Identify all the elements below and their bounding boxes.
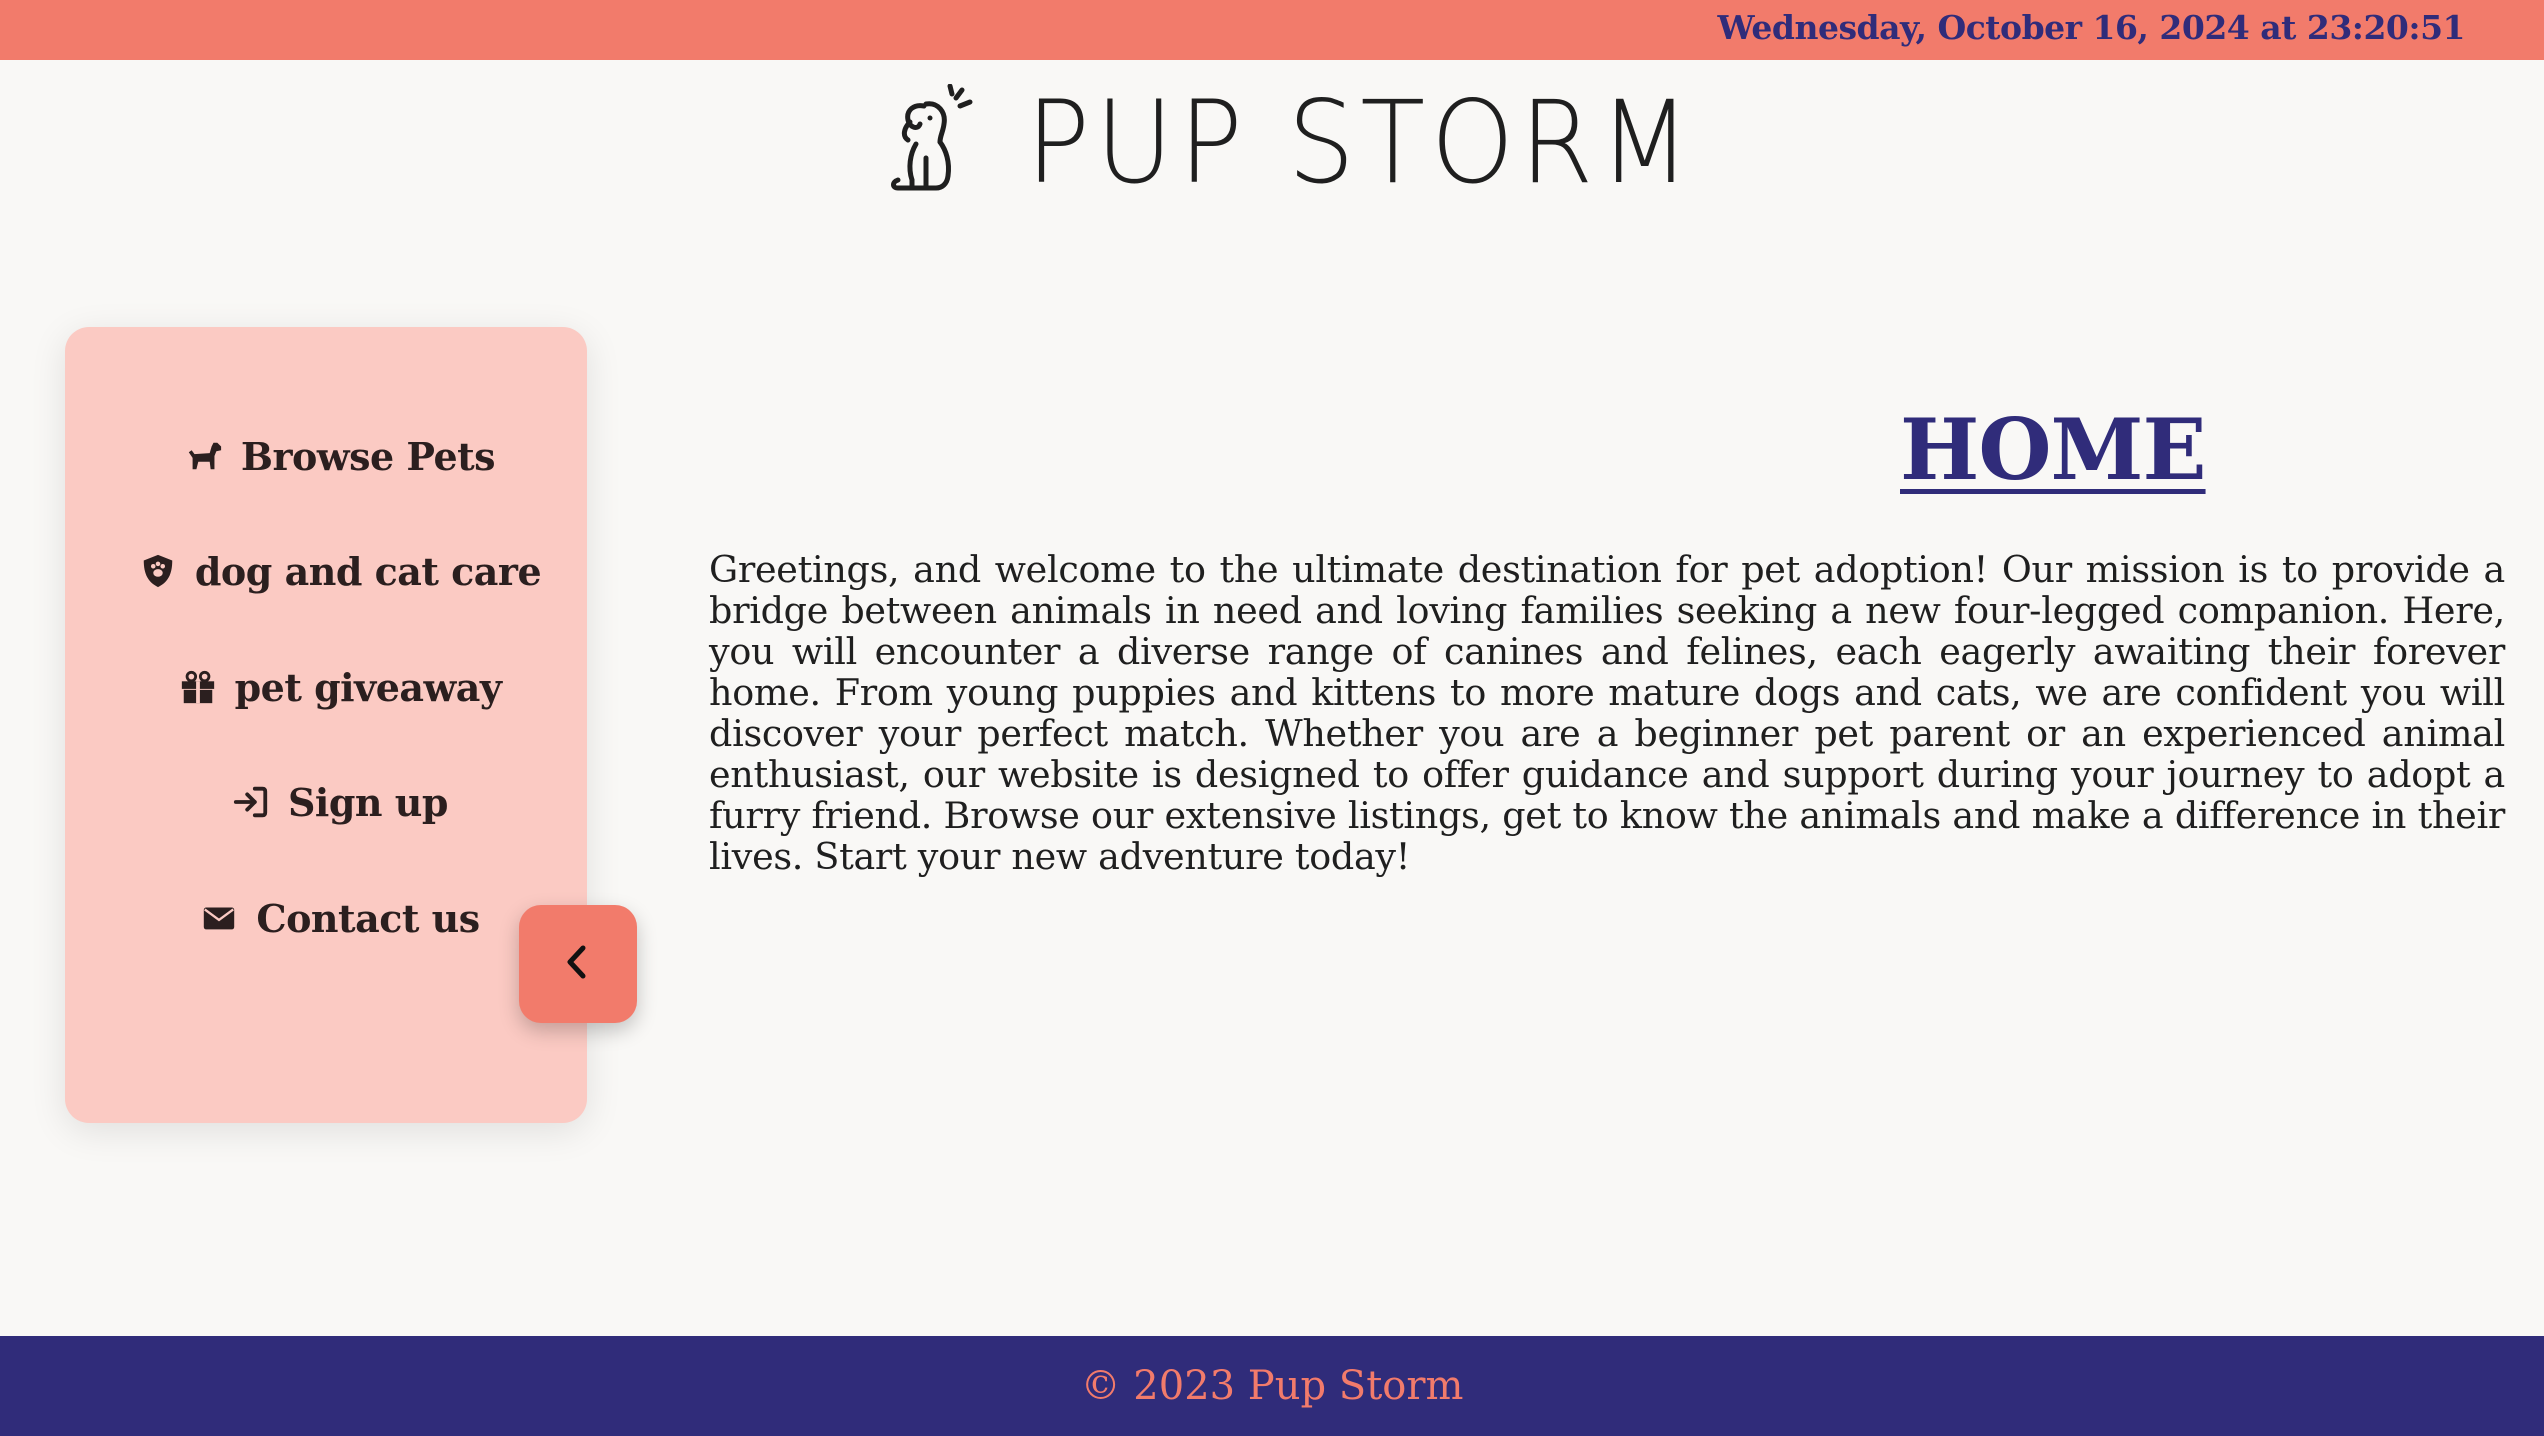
sidebar-item-label: pet giveaway [234,664,502,710]
sidebar [65,327,587,1123]
sign-in-icon [232,783,270,821]
sidebar-collapse-button[interactable] [519,905,637,1023]
site-logo[interactable] [886,76,1697,209]
dog-icon [185,437,223,475]
envelope-icon [200,899,238,937]
top-bar [0,0,2544,60]
site-title: PUP STORM [1026,76,1697,209]
sidebar-item-label: Browse Pets [240,433,496,479]
footer-copyright: © 2023 Pup Storm [1080,1363,1464,1409]
intro-paragraph: Greetings, and welcome to the ultimate destination for pet adoption! Our mission is to provide a bridge between animals in need and loving families seeking a new four-legged companion. Here, you will encounter a diverse range of canines and felines, each eagerly awaiting their forever home. From young puppies and kittens to more mature dogs and cats, we are confident you will discover your perfect match. Whether you are a beginner pet parent or an experienced animal enthusiast, our website is designed to offer guidance and support during your journey to adopt a furry friend. Browse our extensive listings, get to know the animals and make a difference in their lives. Start your new adventure today! [709,548,2505,878]
footer [0,1336,2544,1436]
page-title: HOME [1900,400,2206,499]
sidebar-item-label: Contact us [256,895,480,941]
shield-paw-icon [139,552,177,590]
sidebar-item-sign-up[interactable] [65,767,615,837]
sidebar-item-label: Sign up [287,779,448,825]
sidebar-item-label: dog and cat care [194,548,542,594]
dog-icon [886,84,976,194]
sidebar-item-pet-giveaway[interactable] [65,652,615,722]
sidebar-item-dog-and-cat-care[interactable] [65,536,615,606]
current-datetime: Wednesday, October 16, 2024 at 23:20:51 [1717,8,2465,47]
chevron-left-icon [558,942,598,986]
sidebar-item-browse-pets[interactable] [65,421,615,491]
gift-icon [179,668,217,706]
